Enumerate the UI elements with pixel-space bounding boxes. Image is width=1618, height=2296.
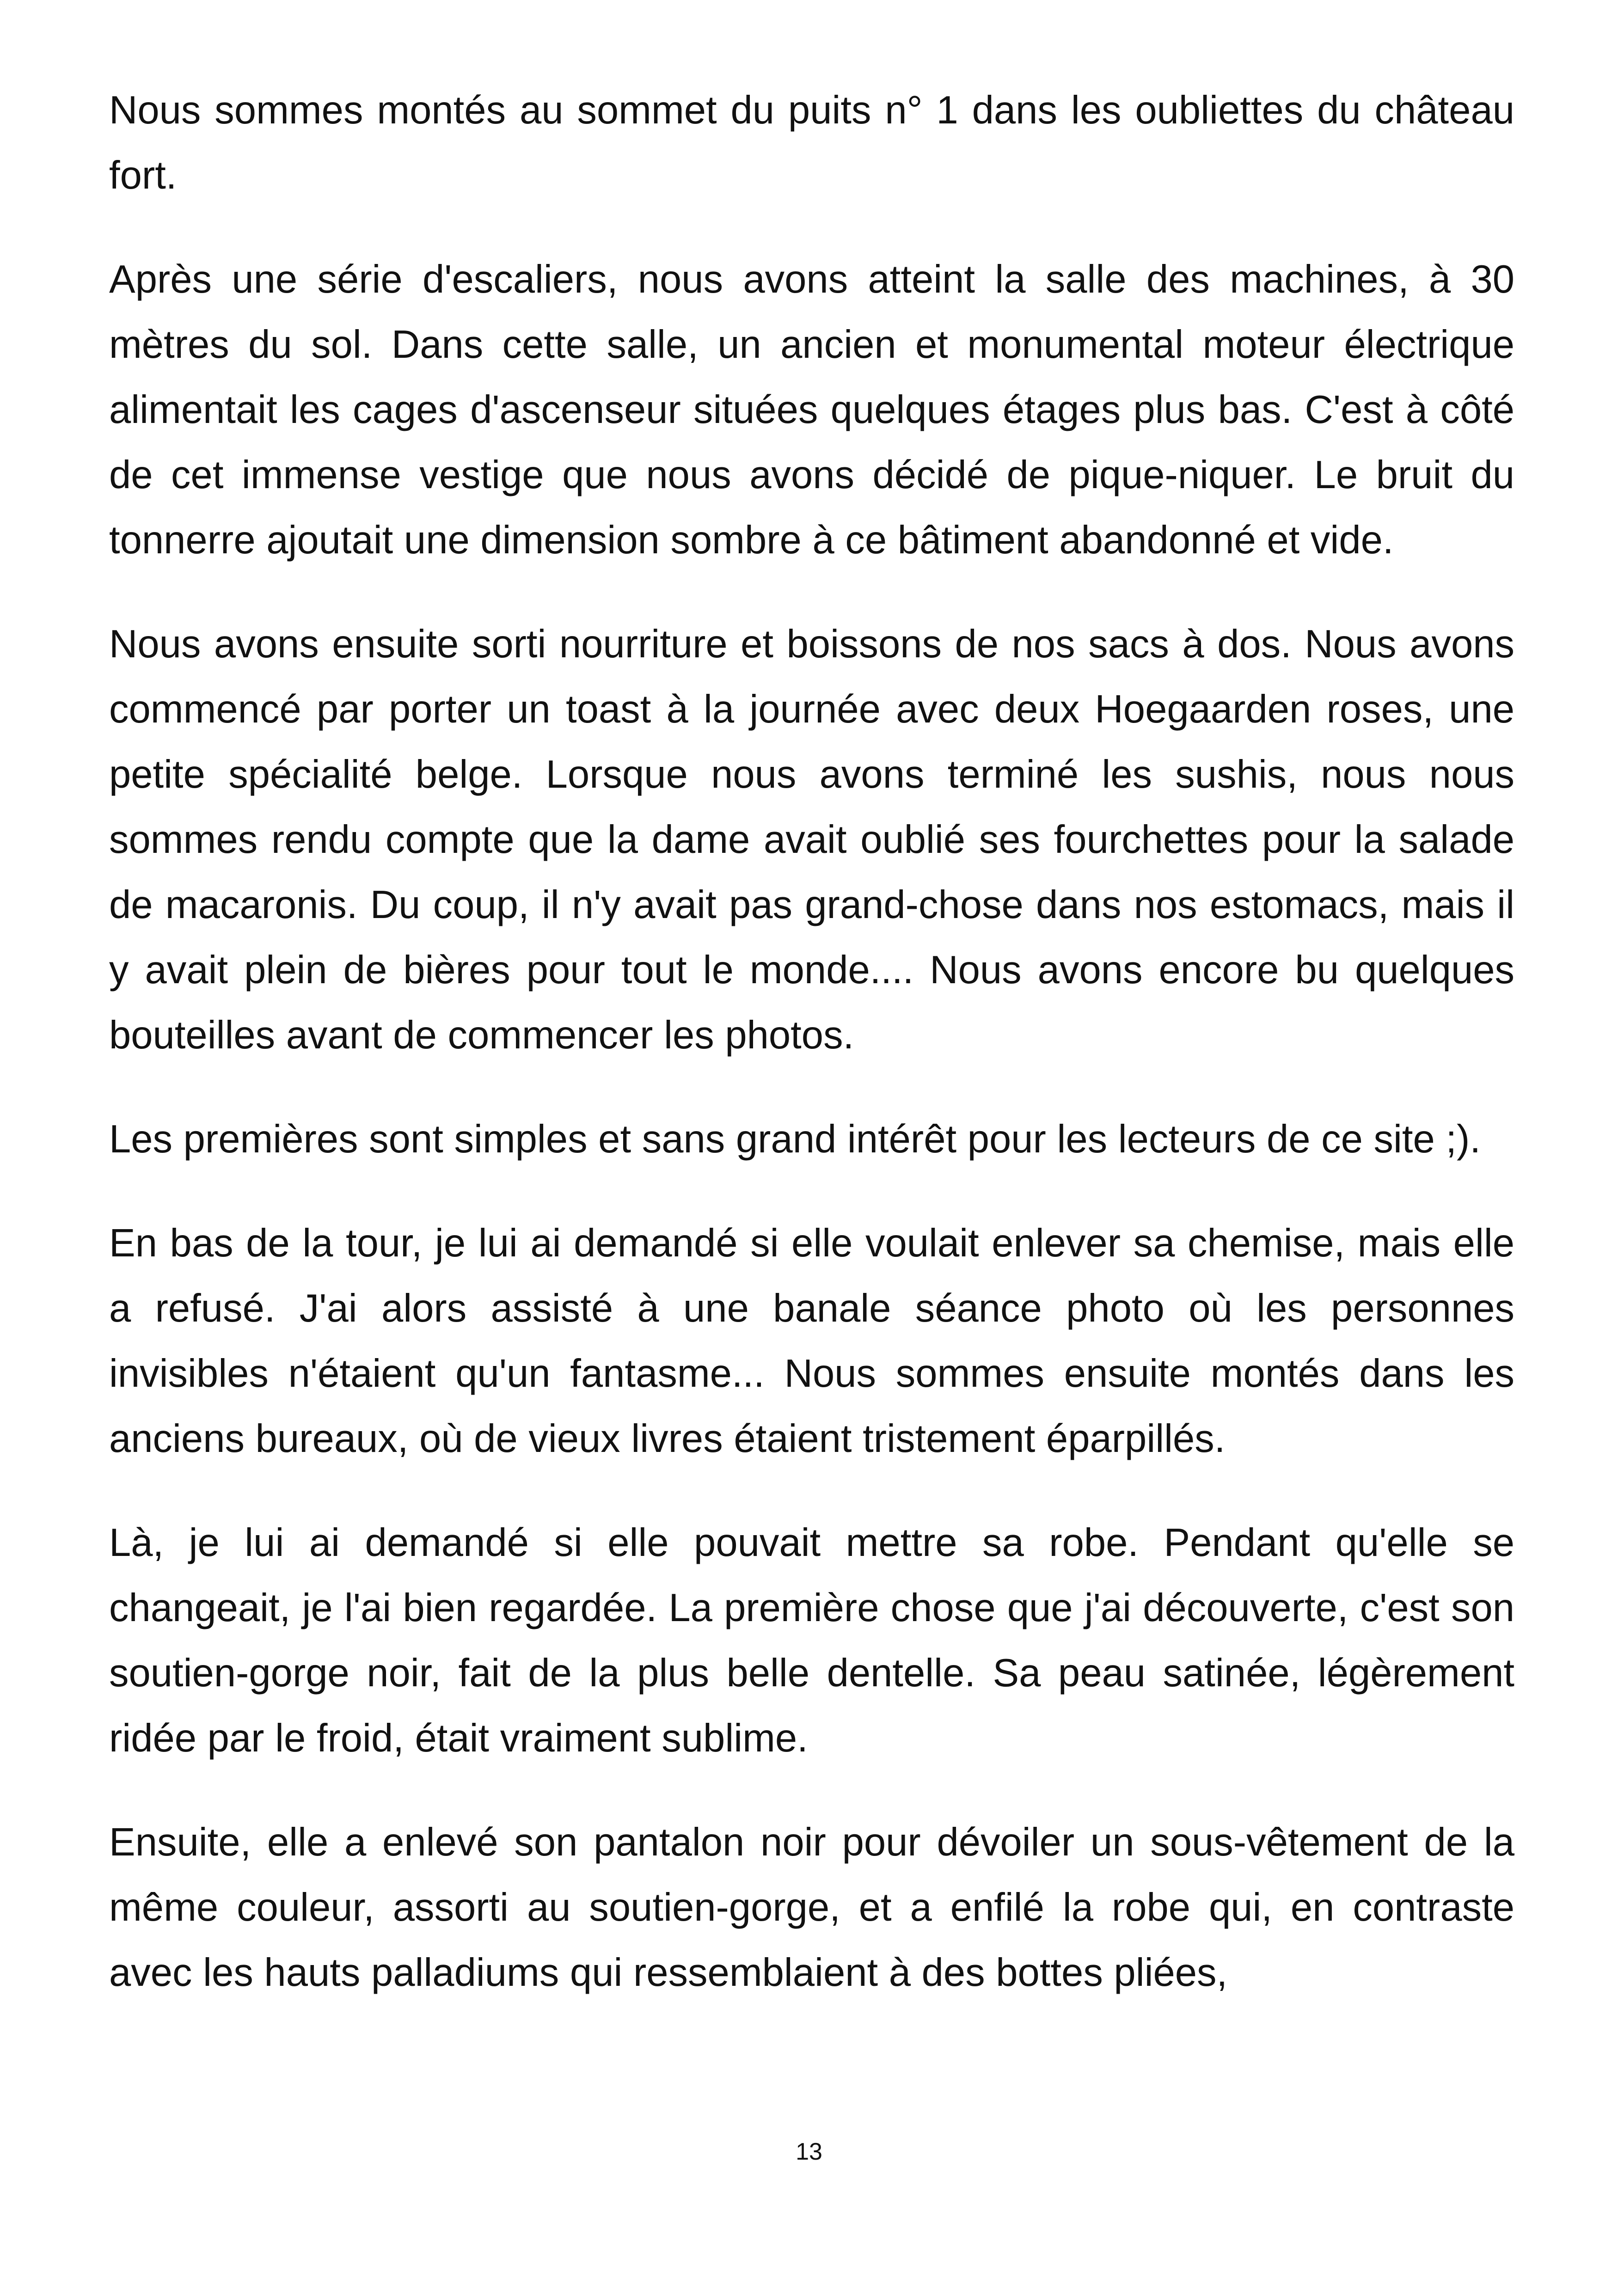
paragraph-5: En bas de la tour, je lui ai demandé si elle voulait enlever sa chemise, mais elle a refusé. J'ai alors assisté à une banale séance photo où les personnes invisibles n'étaient qu'un fantasme... Nous sommes ensuite montés dans les anciens bureaux, où de vieux livres étaient tristement éparpillés. (109, 1221, 1514, 1461)
paragraph-2: Après une série d'escaliers, nous avons atteint la salle des machines, à 30 mètres du sol. Dans cette salle, un ancien et monumental moteur électrique alimentait les cages d'ascenseur situées quelques étages plus bas. C'est à côté de cet immense vestige que nous avons décidé de pique-niquer. Le bruit du tonnerre ajoutait une dimension sombre à ce bâtiment abandonné et vide. (109, 257, 1514, 562)
paragraph-3: Nous avons ensuite sorti nourriture et boissons de nos sacs à dos. Nous avons commencé par porter un toast à la journée avec deux Hoegaarden roses, une petite spécialité belge. Lorsque nous avons terminé les sushis, nous nous sommes rendu compte que la dame avait oublié ses fourchettes pour la salade de macaronis. Du coup, il n'y avait pas grand-chose dans nos estomacs, mais il y avait plein de bières pour tout le monde.... Nous avons encore bu quelques bouteilles avant de commencer les photos. (109, 622, 1514, 1057)
paragraph-6: Là, je lui ai demandé si elle pouvait mettre sa robe. Pendant qu'elle se changeait, je l'ai bien regardée. La première chose que j'ai découverte, c'est son soutien-gorge noir, fait de la plus belle dentelle. Sa peau satinée, légèrement ridée par le froid, était vraiment sublime. (109, 1521, 1514, 1760)
paragraph-1: Nous sommes montés au sommet du puits n° 1 dans les oubliettes du château fort. (109, 88, 1514, 197)
paragraph-7: Ensuite, elle a enlevé son pantalon noir pour dévoiler un sous-vêtement de la même couleur, assorti au soutien-gorge, et a enfilé la robe qui, en contraste avec les hauts palladiums qui ressemblaient à des bottes pliées, (109, 1820, 1514, 1995)
page-number: 13 (796, 2138, 822, 2165)
body-text (109, 78, 1514, 2044)
paragraph-4: Les premières sont simples et sans grand intérêt pour les lecteurs de ce site ;). (109, 1117, 1481, 1161)
